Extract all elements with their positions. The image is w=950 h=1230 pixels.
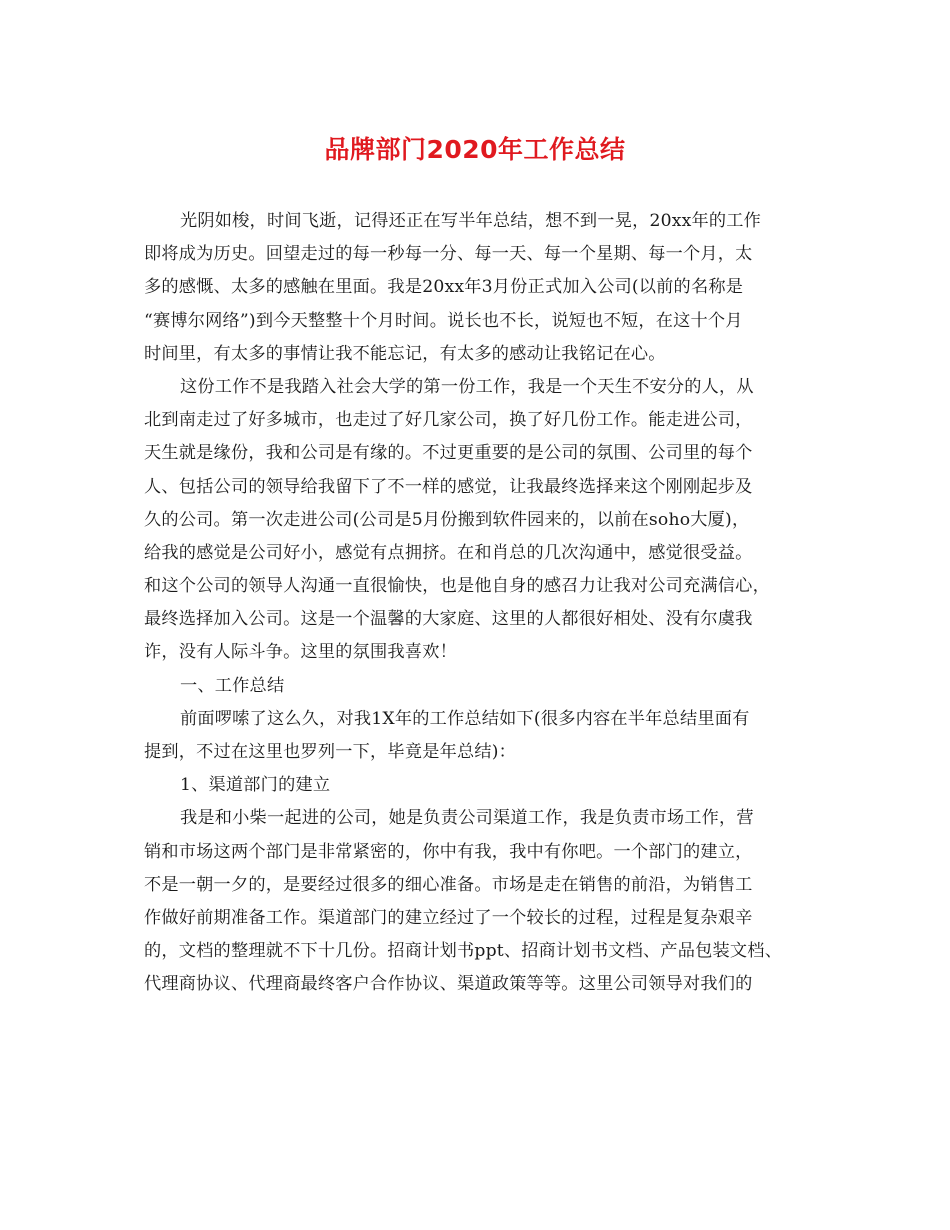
- text-line: 久的公司。第一次走进公司(公司是5月份搬到软件园来的，以前在soho大厦)，: [144, 509, 750, 530]
- text-line: 销和市场这两个部门是非常紧密的，你中有我，我中有你吧。一个部门的建立，: [144, 841, 753, 862]
- text-line: 一、工作总结: [180, 675, 285, 696]
- text-line: 天生就是缘份，我和公司是有缘的。不过更重要的是公司的氛围、公司里的每个: [144, 443, 753, 464]
- text-line: 作做好前期准备工作。渠道部门的建立经过了一个较长的过程，过程是复杂艰辛: [144, 907, 753, 928]
- text-line: 和这个公司的领导人沟通一直很愉快，也是他自身的感召力让我对公司充满信心，: [144, 576, 770, 597]
- text-line: 光阴如梭，时间飞逝，记得还正在写半年总结，想不到一晃，20xx年的工作: [180, 211, 762, 231]
- text-line: 诈，没有人际斗争。这里的氛围我喜欢！: [144, 642, 457, 663]
- text-line: 不是一朝一夕的，是要经过很多的细心准备。市场是走在销售的前沿，为销售工: [144, 874, 753, 895]
- text-line: 的，文档的整理就不下十几份。招商计划书ppt、招商计划书文档、产品包装文档、: [144, 941, 783, 962]
- text-line: “赛博尔网络”)到今天整整十个月时间。说长也不长，说短也不短，在这十个月: [144, 310, 743, 331]
- text-line: 给我的感觉是公司好小，感觉有点拥挤。在和肖总的几次沟通中，感觉很受益。: [144, 542, 753, 563]
- text-line: 多的感慨、太多的感触在里面。我是20xx年3月份正式加入公司(以前的名称是: [144, 277, 744, 298]
- document-body: [144, 205, 834, 1002]
- text-line: 前面啰嗦了这么久，对我1X年的工作总结如下(很多内容在半年总结里面有: [180, 708, 750, 729]
- text-line: 人、包括公司的领导给我留下了不一样的感觉，让我最终选择来这个刚刚起步及: [144, 476, 753, 497]
- text-line: 我是和小柴一起进的公司，她是负责公司渠道工作，我是负责市场工作，营: [180, 808, 754, 829]
- text-line: 这份工作不是我踏入社会大学的第一份工作，我是一个天生不安分的人，从: [180, 376, 754, 397]
- text-line: 即将成为历史。回望走过的每一秒每一分、每一天、每一个星期、每一个月，太: [144, 244, 753, 265]
- document-title: 品牌部门2020年工作总结: [324, 135, 626, 164]
- text-line: 提到，不过在这里也罗列一下，毕竟是年总结)：: [144, 742, 517, 762]
- text-line: 北到南走过了好多城市，也走过了好几家公司，换了好几份工作。能走进公司，: [144, 410, 753, 431]
- text-line: 最终选择加入公司。这是一个温馨的大家庭、这里的人都很好相处、没有尔虞我: [144, 609, 753, 630]
- text-line: 代理商协议、代理商最终客户合作协议、渠道政策等等。这里公司领导对我们的: [144, 974, 753, 995]
- text-line: 1、渠道部门的建立: [180, 775, 331, 796]
- text-line: 时间里，有太多的事情让我不能忘记，有太多的感动让我铭记在心。: [144, 343, 666, 364]
